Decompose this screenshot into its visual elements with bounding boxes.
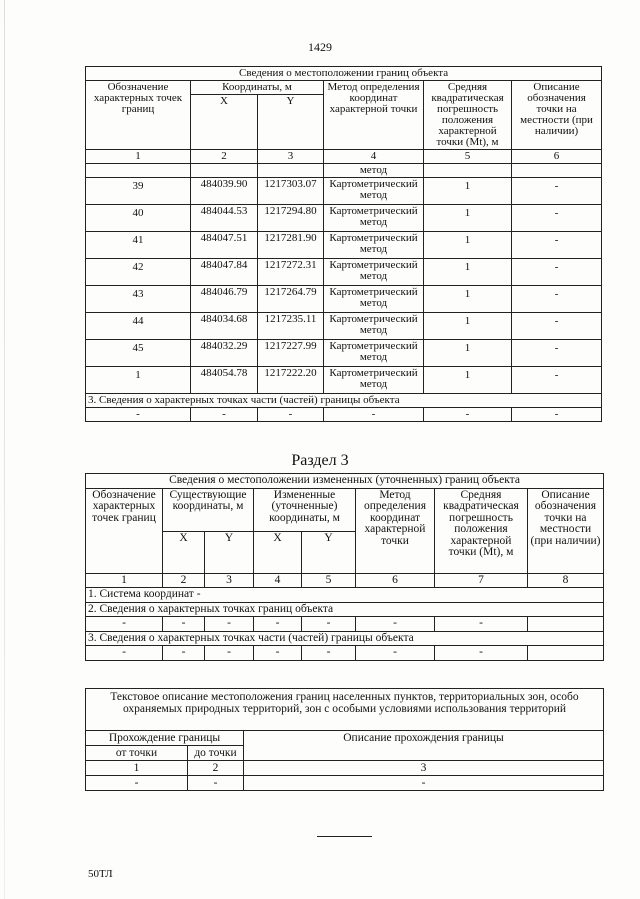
cell-x: 484047.51 xyxy=(191,232,258,259)
cell-method: Картометрический метод xyxy=(324,313,424,340)
t3-passage-description: Описание прохождения границы xyxy=(244,731,604,761)
cell-desc: - xyxy=(512,259,602,286)
s3-header-y1: Y xyxy=(205,532,254,574)
header-coordinates: Координаты, м xyxy=(191,81,324,95)
s3-header-x1: X xyxy=(163,532,205,574)
boundary-coordinates-table xyxy=(85,66,602,422)
cell-desc: - xyxy=(512,340,602,367)
t3-passage: Прохождение границы xyxy=(86,731,244,746)
col-num: 2 xyxy=(191,150,258,164)
header-method: Метод определения координат характерной точки xyxy=(324,81,424,150)
cell-error: 1 xyxy=(424,178,512,205)
cell-point: 42 xyxy=(86,259,191,286)
part-points-empty-row: - - - - - - - xyxy=(86,646,604,661)
cell-error: 1 xyxy=(424,340,512,367)
cell-x: 484039.90 xyxy=(191,178,258,205)
header-designation: Обозначение характерных точек границ xyxy=(86,81,191,150)
t3-empty-row: - - - xyxy=(86,776,604,791)
table-row xyxy=(86,232,602,259)
col-num: 6 xyxy=(512,150,602,164)
section3-title: Сведения о местоположении измененных (уточненных) границ объекта xyxy=(86,474,604,489)
table-row xyxy=(86,340,602,367)
col-num: 4 xyxy=(324,150,424,164)
part-points-title: 3. Сведения о характерных точках части (частей) границы объекта xyxy=(86,631,604,646)
print-stamp: 50ТЛ xyxy=(88,868,113,880)
cell-error: 1 xyxy=(424,259,512,286)
footer-rule xyxy=(317,836,372,837)
cell-error: 1 xyxy=(424,232,512,259)
cell-y: 1217235.11 xyxy=(258,313,324,340)
cell-error: 1 xyxy=(424,286,512,313)
table-row xyxy=(86,205,602,232)
s3-header-error: Средняя квадратическая погрешность положения характерной точки (Mt), м xyxy=(435,488,528,573)
cell-desc: - xyxy=(512,286,602,313)
cell-point: 39 xyxy=(86,178,191,205)
boundary-points-title: 2. Сведения о характерных точках границ объекта xyxy=(86,602,604,617)
s3-header-changed: Измененные (уточненные) координаты, м xyxy=(254,488,356,532)
part-section-title: 3. Сведения о характерных точках части (частей) границы объекта xyxy=(86,394,602,408)
col-num: 5 xyxy=(424,150,512,164)
cell-y: 1217294.80 xyxy=(258,205,324,232)
s3-header-existing: Существующие координаты, м xyxy=(163,488,254,532)
t3-column-numbers-row: 1 2 3 xyxy=(86,761,604,776)
cell-point: 1 xyxy=(86,367,191,394)
cell-desc: - xyxy=(512,178,602,205)
cell-y: 1217222.20 xyxy=(258,367,324,394)
cell-x: 484034.68 xyxy=(191,313,258,340)
cell-y: 1217227.99 xyxy=(258,340,324,367)
header-description: Описание обозначения точки на местности (при наличии) xyxy=(512,81,602,150)
cell-y: 1217272.31 xyxy=(258,259,324,286)
cell-desc: - xyxy=(512,367,602,394)
cell-method: Картометрический метод xyxy=(324,178,424,205)
boundary-points-empty-row: - - - - - - - xyxy=(86,617,604,632)
cell-point: 41 xyxy=(86,232,191,259)
table-title: Сведения о местоположении границ объекта xyxy=(86,67,602,81)
cell-method: Картометрический метод xyxy=(324,367,424,394)
cell-method: Картометрический метод xyxy=(324,286,424,313)
table-row xyxy=(86,259,602,286)
cell-point: 40 xyxy=(86,205,191,232)
page-number: 1429 xyxy=(308,40,332,54)
text-description-table xyxy=(85,688,604,791)
col-num: 1 xyxy=(86,150,191,164)
header-error: Средняя квадратическая погрешность положения характерной точки (Mt), м xyxy=(424,81,512,150)
cell-point: 44 xyxy=(86,313,191,340)
cell-point: 45 xyxy=(86,340,191,367)
t3-title: Текстовое описание местоположения границ населенных пунктов, территориальных зон, особо охраняемых природных территорий, зон с особыми условиями использования территорий xyxy=(86,689,604,731)
s3-header-method: Метод определения координат характерной точки xyxy=(356,488,435,573)
coord-system-row: 1. Система координат - xyxy=(86,588,604,603)
cell-x: 484032.29 xyxy=(191,340,258,367)
continued-row xyxy=(86,164,602,178)
page-edge-shadow xyxy=(4,0,5,899)
cell-desc: - xyxy=(512,205,602,232)
cell-x: 484054.78 xyxy=(191,367,258,394)
s3-header-y2: Y xyxy=(302,532,356,574)
table-row xyxy=(86,178,602,205)
table-row xyxy=(86,286,602,313)
cell-x: 484046.79 xyxy=(191,286,258,313)
table-row xyxy=(86,367,602,394)
cell-point: 43 xyxy=(86,286,191,313)
s3-header-designation: Обозначение характерных точек границ xyxy=(86,488,163,573)
cell-method: Картометрический метод xyxy=(324,340,424,367)
cell-y: 1217264.79 xyxy=(258,286,324,313)
col-num: 3 xyxy=(258,150,324,164)
continued-method: метод xyxy=(324,164,424,178)
section-heading: Раздел 3 xyxy=(291,452,349,469)
table-row xyxy=(86,313,602,340)
cell-y: 1217303.07 xyxy=(258,178,324,205)
cell-method: Картометрический метод xyxy=(324,232,424,259)
header-y: Y xyxy=(258,95,324,150)
cell-error: 1 xyxy=(424,205,512,232)
t3-to-point: до точки xyxy=(188,746,244,761)
s3-column-numbers-row: 1 2 3 4 5 6 7 8 xyxy=(86,573,604,588)
cell-desc: - xyxy=(512,313,602,340)
s3-header-description: Описание обозначения точки на местности (при наличии) xyxy=(528,488,604,573)
cell-y: 1217281.90 xyxy=(258,232,324,259)
cell-method: Картометрический метод xyxy=(324,205,424,232)
s3-header-x2: X xyxy=(254,532,302,574)
changed-boundaries-table xyxy=(85,473,604,661)
header-x: X xyxy=(191,95,258,150)
part-section-empty-row: - - - - - - xyxy=(86,408,602,422)
t3-from-point: от точки xyxy=(86,746,188,761)
column-numbers-row xyxy=(86,150,602,164)
cell-x: 484044.53 xyxy=(191,205,258,232)
cell-error: 1 xyxy=(424,367,512,394)
cell-error: 1 xyxy=(424,313,512,340)
cell-x: 484047.84 xyxy=(191,259,258,286)
cell-method: Картометрический метод xyxy=(324,259,424,286)
cell-desc: - xyxy=(512,232,602,259)
